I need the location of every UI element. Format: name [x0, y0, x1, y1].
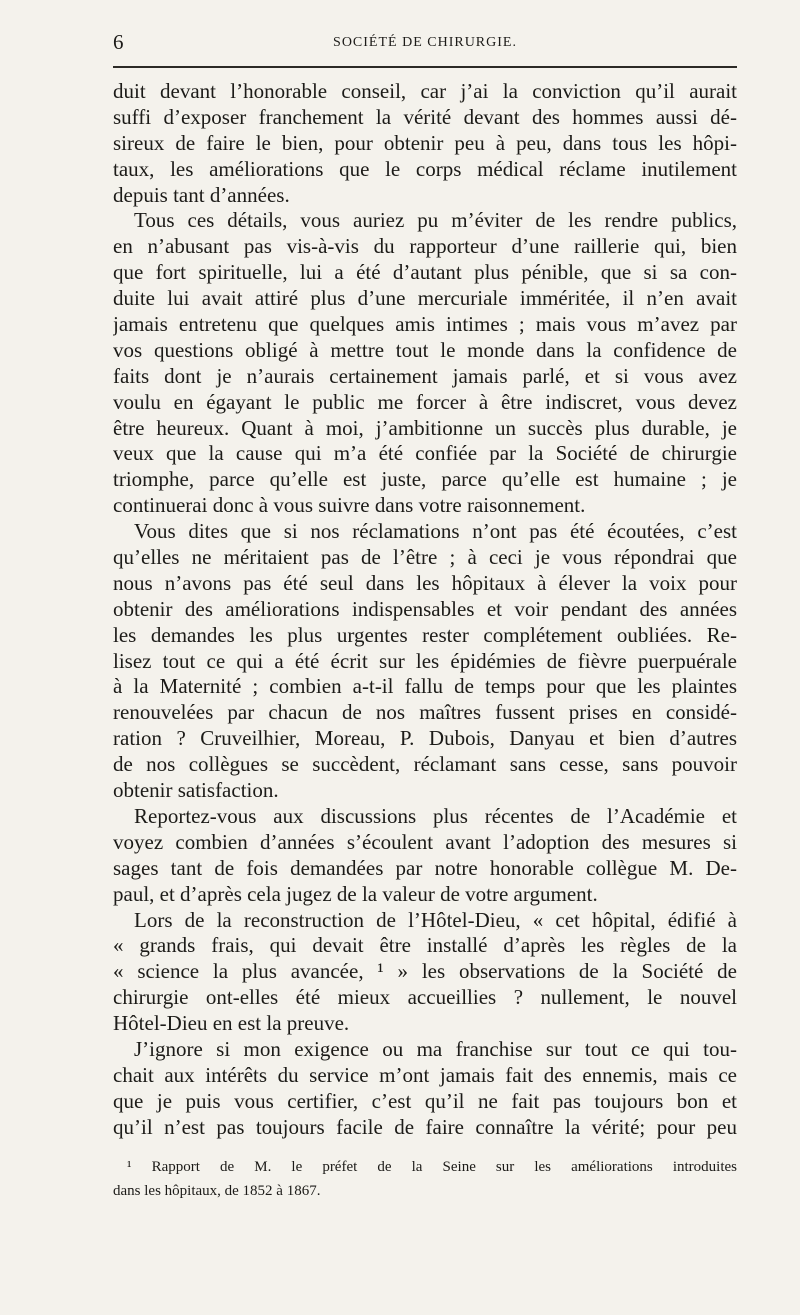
text-line: en n’abusant pas vis-à-vis du rapporteur d’une raillerie qui, bien	[113, 234, 737, 259]
text-line: sages tant de fois demandées par notre honorable collègue M. De-	[113, 855, 737, 880]
text-line: obtenir des améliorations indispensables et voir pendant des années	[113, 596, 737, 621]
text-line: Vous dites que si nos réclamations n’ont pas été écoutées, c’est	[134, 519, 737, 544]
text-line: duit devant l’honorable conseil, car j’ai la conviction qu’il aurait	[113, 79, 737, 103]
footnote	[113, 1155, 737, 1203]
text-line: vos questions obligé à mettre tout le monde dans la confidence de	[113, 337, 737, 362]
text-line: Lors de la reconstruction de l’Hôtel-Dieu, « cet hôpital, édifié à	[134, 907, 737, 932]
text-line: triomphe, parce qu’elle est juste, parce qu’elle est humaine ; je	[113, 467, 737, 492]
page-number: 6	[113, 30, 124, 54]
text-line: veux que la cause qui m’a été confiée par la Société de chirurgie	[113, 441, 737, 466]
text-line: de nos collègues se succèdent, réclamant sans cesse, sans pouvoir	[113, 752, 737, 777]
text-line: suffi d’exposer franchement la vérité devant des hommes aussi dé-	[113, 104, 737, 129]
text-line: paul, et d’après cela jugez de la valeur de votre argument.	[113, 881, 598, 906]
text-line: « science la plus avancée, ¹ » les observations de la Société de	[113, 959, 737, 984]
footnote-line: ¹ Rapport de M. le préfet de la Seine sur les améliorations introduites	[127, 1159, 737, 1175]
text-line: continuerai donc à vous suivre dans votre raisonnement.	[113, 493, 586, 518]
text-line: lisez tout ce qui a été écrit sur les épidémies de fièvre puerpuérale	[113, 648, 737, 673]
text-line: Reportez-vous aux discussions plus récentes de l’Académie et	[134, 803, 737, 828]
footnote-line: dans les hôpitaux, de 1852 à 1867.	[113, 1183, 321, 1199]
text-line: être heureux. Quant à moi, j’ambitionne un succès plus durable, je	[113, 415, 737, 440]
text-line: « grands frais, qui devait être installé d’après les règles de la	[113, 933, 737, 958]
text-line: renouvelées par chacun de nos maîtres fussent prises en considé-	[113, 700, 737, 725]
text-line: depuis tant d’années.	[113, 182, 290, 207]
text-line: jamais entretenu que quelques amis intimes ; mais vous m’avez par	[113, 312, 737, 337]
text-line: sireux de faire le bien, pour obtenir peu à peu, dans tous les hôpi-	[113, 130, 737, 155]
text-line: qu’elles ne méritaient pas de l’être ; à ceci je vous répondrai que	[113, 545, 737, 570]
text-line: ration ? Cruveilhier, Moreau, P. Dubois, Danyau et bien d’autres	[113, 726, 737, 751]
text-line: que je puis vous certifier, c’est qu’il ne fait pas toujours bon et	[113, 1088, 737, 1113]
text-line: nous n’avons pas été seul dans les hôpitaux à élever la voix pour	[113, 570, 737, 595]
running-head	[113, 30, 737, 56]
text-line: faits dont je n’aurais certainement jamais parlé, et si vous avez	[113, 363, 737, 388]
text-line: Tous ces détails, vous auriez pu m’éviter de les rendre publics,	[134, 208, 737, 233]
body-text	[113, 79, 737, 1141]
text-line: voulu en égayant le public me forcer à être indiscret, vous devez	[113, 389, 737, 414]
running-head-title: SOCIÉTÉ DE CHIRURGIE.	[333, 35, 517, 50]
text-line: que fort spirituelle, lui a été d’autant plus pénible, que si sa con-	[113, 260, 737, 285]
text-line: voyez combien d’années s’écoulent avant l’adoption des mesures si	[113, 829, 737, 854]
header-rule	[113, 66, 737, 68]
text-line: chirurgie ont-elles été mieux accueillies ? nullement, le nouvel	[113, 985, 737, 1010]
text-line: Hôtel-Dieu en est la preuve.	[113, 1011, 350, 1036]
text-line: duite lui avait attiré plus d’une mercuriale imméritée, il n’en avait	[113, 286, 737, 311]
text-line: qu’il n’est pas toujours facile de faire connaître la vérité; pour peu	[113, 1114, 737, 1139]
text-line: taux, les améliorations que le corps médical réclame inutilement	[113, 156, 737, 181]
text-line: obtenir satisfaction.	[113, 778, 279, 803]
text-line: chait aux intérêts du service m’ont jamais fait des ennemis, mais ce	[113, 1062, 737, 1087]
text-line: à la Maternité ; combien a-t-il fallu de temps pour que les plaintes	[113, 674, 737, 699]
text-line: les demandes les plus urgentes rester complétement oubliées. Re-	[113, 622, 737, 647]
text-line: J’ignore si mon exigence ou ma franchise sur tout ce qui tou-	[134, 1036, 737, 1061]
